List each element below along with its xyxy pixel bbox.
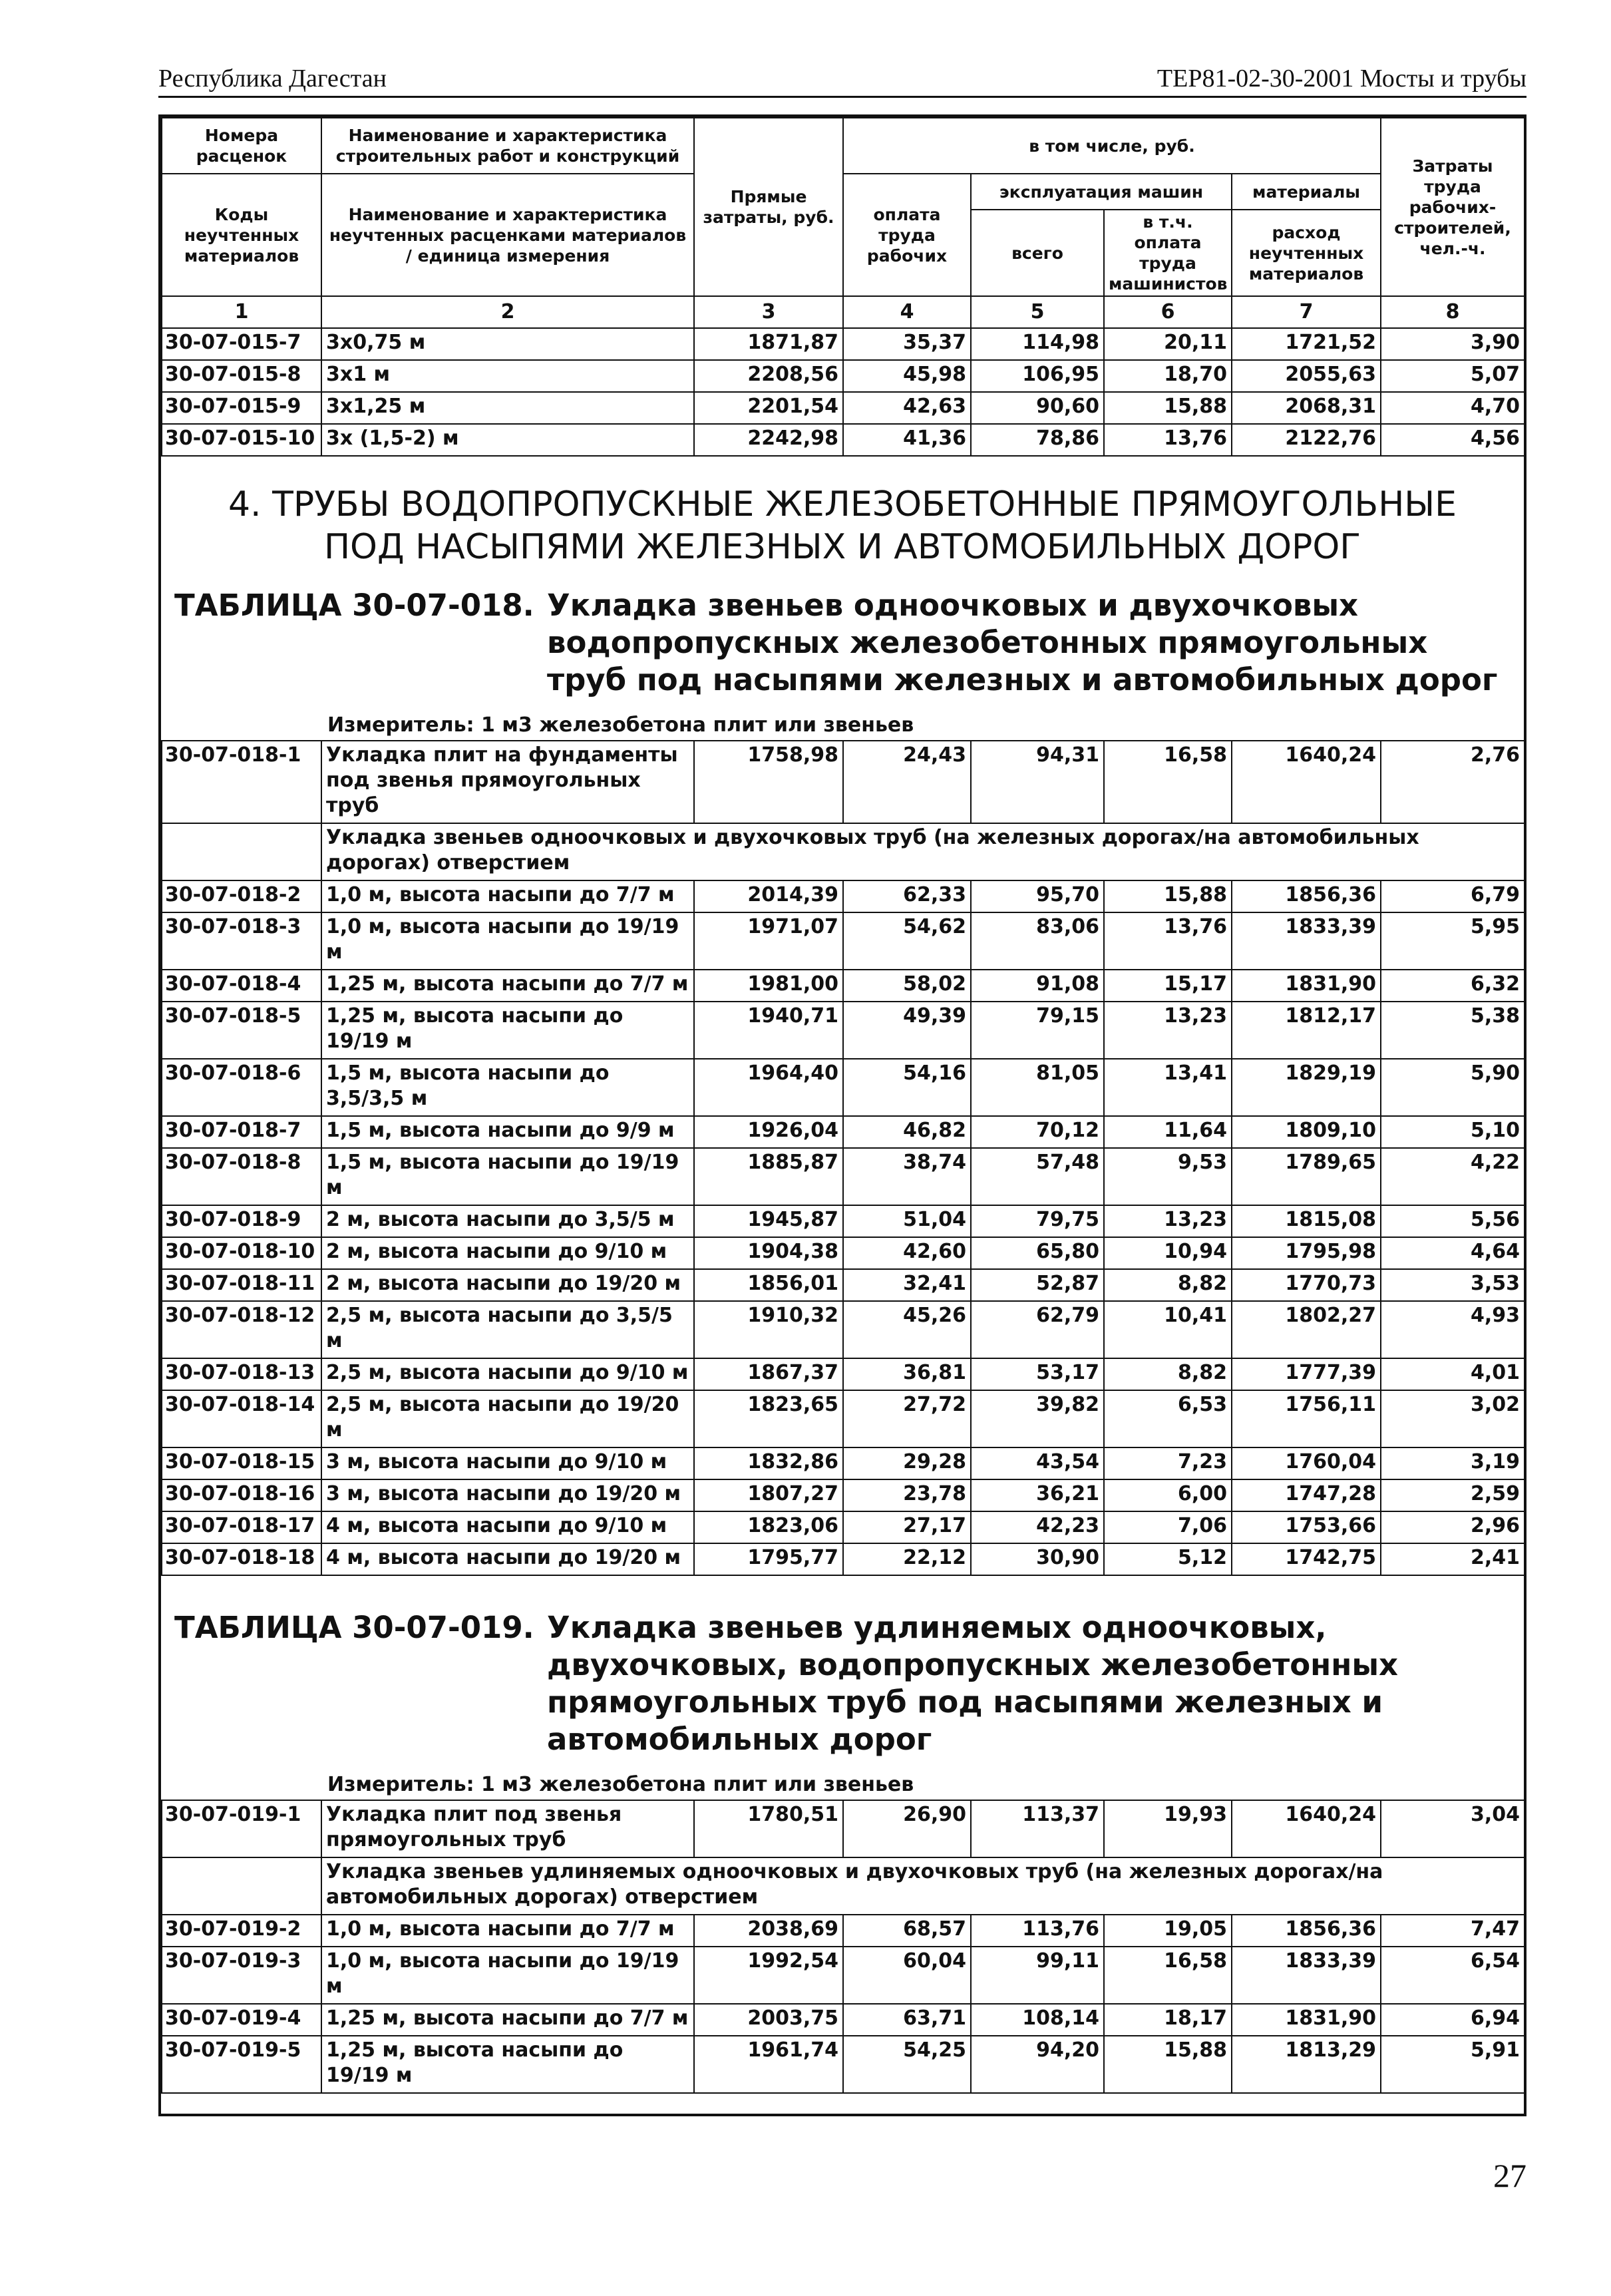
row-materials: 1802,27 [1232, 1301, 1381, 1358]
row-direct-cost: 1981,00 [694, 970, 843, 1002]
row-name: 2,5 м, высота насыпи до 9/10 м [321, 1358, 694, 1390]
row-direct-cost: 1926,04 [694, 1116, 843, 1148]
row-materials: 1833,39 [1232, 1947, 1381, 2004]
row-name: 3 м, высота насыпи до 19/20 м [321, 1479, 694, 1511]
row-machines: 113,76 [971, 1915, 1104, 1947]
row-direct-cost: 1871,87 [694, 328, 843, 360]
row-code: 30-07-015-8 [162, 360, 321, 392]
price-table-header [161, 117, 1525, 457]
row-materials: 1789,65 [1232, 1148, 1381, 1205]
row-worker-pay: 22,12 [843, 1543, 971, 1575]
row-materials: 1831,90 [1232, 970, 1381, 1002]
column-numbers-row [162, 296, 1524, 328]
row-direct-cost: 1795,77 [694, 1543, 843, 1575]
row-materials: 1747,28 [1232, 1479, 1381, 1511]
row-name: 1,0 м, высота насыпи до 7/7 м [321, 1915, 694, 1947]
row-direct-cost: 1807,27 [694, 1479, 843, 1511]
row-machines: 43,54 [971, 1447, 1104, 1479]
row-machinist-pay: 13,76 [1104, 424, 1232, 456]
column-number: 1 [162, 296, 321, 328]
row-worker-pay: 45,98 [843, 360, 971, 392]
row-machinist-pay: 8,82 [1104, 1358, 1232, 1390]
row-name: Укладка плит под звенья прямоугольных труб [321, 1800, 694, 1857]
table-018-title: Укладка звеньев одноочковых и двухочковых водопропускных железобетонных прямоугольных труб под насыпями железных и автомобильных дорог [547, 588, 1498, 697]
row-direct-cost: 1940,71 [694, 1002, 843, 1059]
row-materials: 1753,66 [1232, 1511, 1381, 1543]
row-worker-pay: 35,37 [843, 328, 971, 360]
row-machines: 81,05 [971, 1059, 1104, 1116]
row-labor-hours: 5,91 [1381, 2036, 1524, 2093]
row-materials: 1640,24 [1232, 741, 1381, 823]
row-worker-pay: 54,62 [843, 912, 971, 970]
row-materials: 1760,04 [1232, 1447, 1381, 1479]
row-code: 30-07-015-10 [162, 424, 321, 456]
row-machines: 95,70 [971, 880, 1104, 912]
row-labor-hours: 4,56 [1381, 424, 1524, 456]
row-materials: 1829,19 [1232, 1059, 1381, 1116]
row-labor-hours: 6,54 [1381, 1947, 1524, 2004]
row-labor-hours: 3,19 [1381, 1447, 1524, 1479]
row-worker-pay: 54,16 [843, 1059, 971, 1116]
header-labor-hours: Затраты труда рабочих-строителей, чел.-ч. [1381, 118, 1524, 296]
row-labor-hours: 5,90 [1381, 1059, 1524, 1116]
section-title [161, 457, 1524, 575]
row-machines: 70,12 [971, 1116, 1104, 1148]
group-row [162, 1857, 1524, 1915]
header-machines: эксплуатация машин [971, 174, 1232, 210]
row-labor-hours: 2,41 [1381, 1543, 1524, 1575]
row-labor-hours: 3,53 [1381, 1269, 1524, 1301]
row-name: 3х0,75 м [321, 328, 694, 360]
header-including: в том числе, руб. [843, 118, 1381, 174]
row-worker-pay: 29,28 [843, 1447, 971, 1479]
measure-label: Измеритель: [327, 713, 474, 737]
table-018-measure [161, 711, 1524, 740]
row-materials: 1770,73 [1232, 1269, 1381, 1301]
row-code: 30-07-018-1 [162, 741, 321, 823]
row-direct-cost: 1856,01 [694, 1269, 843, 1301]
header-unaccounted-materials: расход неучтенных материалов [1232, 210, 1381, 296]
row-code: 30-07-018-5 [162, 1002, 321, 1059]
table-row [162, 328, 1524, 360]
row-direct-cost: 1971,07 [694, 912, 843, 970]
row-code: 30-07-015-7 [162, 328, 321, 360]
header-row-1 [162, 118, 1524, 174]
row-direct-cost: 2242,98 [694, 424, 843, 456]
row-materials: 2055,63 [1232, 360, 1381, 392]
row-machines: 52,87 [971, 1269, 1104, 1301]
table-019-heading [161, 1609, 1524, 1758]
table-row [162, 1269, 1524, 1301]
row-machines: 83,06 [971, 912, 1104, 970]
row-labor-hours: 4,93 [1381, 1301, 1524, 1358]
row-name: 1,5 м, высота насыпи до 19/19 м [321, 1148, 694, 1205]
row-code: 30-07-015-9 [162, 392, 321, 424]
row-labor-hours: 4,64 [1381, 1237, 1524, 1269]
row-code: 30-07-018-18 [162, 1543, 321, 1575]
row-direct-cost: 1885,87 [694, 1148, 843, 1205]
table-row [162, 2036, 1524, 2093]
table-row [162, 1059, 1524, 1116]
row-worker-pay: 63,71 [843, 2004, 971, 2036]
header-material-name: Наименование и характеристика неучтенных расценками материалов / единица измерения [321, 174, 694, 296]
column-number: 3 [694, 296, 843, 328]
column-number: 2 [321, 296, 694, 328]
table-row [162, 392, 1524, 424]
row-name: 2,5 м, высота насыпи до 3,5/5 м [321, 1301, 694, 1358]
content-frame [158, 114, 1526, 2116]
row-machines: 39,82 [971, 1390, 1104, 1447]
table-018-group-title: Укладка звеньев одноочковых и двухочковых труб (на железных дорогах/на автомобильных дорогах) отверстием [321, 823, 1524, 880]
row-direct-cost: 2201,54 [694, 392, 843, 424]
table-row [162, 2004, 1524, 2036]
row-direct-cost: 1910,32 [694, 1301, 843, 1358]
measure-label: Измеритель: [327, 1773, 474, 1796]
row-name: 2 м, высота насыпи до 3,5/5 м [321, 1205, 694, 1237]
table-row [162, 1800, 1524, 1857]
row-name: 1,5 м, высота насыпи до 9/9 м [321, 1116, 694, 1148]
row-name: 1,0 м, высота насыпи до 19/19 м [321, 1947, 694, 2004]
section-title-line: 4. ТРУБЫ ВОДОПРОПУСКНЫЕ ЖЕЛЕЗОБЕТОННЫЕ ПРЯМОУГОЛЬНЫЕ [228, 484, 1457, 524]
table-row [162, 741, 1524, 823]
table-row [162, 1543, 1524, 1575]
row-name: 3х (1,5-2) м [321, 424, 694, 456]
row-materials: 1812,17 [1232, 1002, 1381, 1059]
table-019-measure [161, 1770, 1524, 1800]
row-name: 2 м, высота насыпи до 19/20 м [321, 1269, 694, 1301]
row-direct-cost: 1823,65 [694, 1390, 843, 1447]
row-direct-cost: 2208,56 [694, 360, 843, 392]
row-labor-hours: 2,76 [1381, 741, 1524, 823]
row-code: 30-07-018-16 [162, 1479, 321, 1511]
row-machinist-pay: 5,12 [1104, 1543, 1232, 1575]
row-machinist-pay: 15,88 [1104, 2036, 1232, 2093]
row-machines: 90,60 [971, 392, 1104, 424]
table-row [162, 1447, 1524, 1479]
row-machinist-pay: 16,58 [1104, 1947, 1232, 2004]
row-direct-cost: 1945,87 [694, 1205, 843, 1237]
row-name: 1,0 м, высота насыпи до 19/19 м [321, 912, 694, 970]
row-worker-pay: 42,60 [843, 1237, 971, 1269]
table-019-label: ТАБЛИЦА 30-07-019. [174, 1610, 534, 1645]
row-machinist-pay: 8,82 [1104, 1269, 1232, 1301]
table-row [162, 424, 1524, 456]
row-worker-pay: 26,90 [843, 1800, 971, 1857]
table-row [162, 1002, 1524, 1059]
column-number: 4 [843, 296, 971, 328]
row-code: 30-07-018-2 [162, 880, 321, 912]
row-code: 30-07-018-14 [162, 1390, 321, 1447]
row-machinist-pay: 19,05 [1104, 1915, 1232, 1947]
row-materials: 1831,90 [1232, 2004, 1381, 2036]
row-machines: 36,21 [971, 1479, 1104, 1511]
measure-unit: 1 м3 железобетона плит или звеньев [481, 713, 914, 737]
row-code: 30-07-019-4 [162, 2004, 321, 2036]
row-code: 30-07-019-1 [162, 1800, 321, 1857]
row-worker-pay: 45,26 [843, 1301, 971, 1358]
section-title-line: ПОД НАСЫПЯМИ ЖЕЛЕЗНЫХ И АВТОМОБИЛЬНЫХ ДОРОГ [323, 527, 1361, 567]
row-machinist-pay: 13,41 [1104, 1059, 1232, 1116]
header-work-name: Наименование и характеристика строительных работ и конструкций [321, 118, 694, 174]
row-name: 2 м, высота насыпи до 9/10 м [321, 1237, 694, 1269]
row-worker-pay: 68,57 [843, 1915, 971, 1947]
header-machinist-pay: в т.ч. оплата труда машинистов [1104, 210, 1232, 296]
row-code: 30-07-018-3 [162, 912, 321, 970]
column-number: 8 [1381, 296, 1524, 328]
group-row [162, 823, 1524, 880]
row-materials: 1809,10 [1232, 1116, 1381, 1148]
row-direct-cost: 1780,51 [694, 1800, 843, 1857]
row-materials: 1813,29 [1232, 2036, 1381, 2093]
row-materials: 1856,36 [1232, 880, 1381, 912]
row-direct-cost: 1961,74 [694, 2036, 843, 2093]
table-row [162, 1148, 1524, 1205]
row-worker-pay: 46,82 [843, 1116, 971, 1148]
table-row [162, 1947, 1524, 2004]
row-machinist-pay: 13,23 [1104, 1205, 1232, 1237]
row-direct-cost: 1904,38 [694, 1237, 843, 1269]
row-name: Укладка плит на фундаменты под звенья прямоугольных труб [321, 741, 694, 823]
header-materials: материалы [1232, 174, 1381, 210]
row-worker-pay: 27,72 [843, 1390, 971, 1447]
header-row-2 [162, 174, 1524, 210]
row-code: 30-07-019-2 [162, 1915, 321, 1947]
table-018-body [162, 880, 1524, 1575]
row-materials: 2122,76 [1232, 424, 1381, 456]
row-direct-cost: 2014,39 [694, 880, 843, 912]
row-name: 1,25 м, высота насыпи до 19/19 м [321, 1002, 694, 1059]
row-machinist-pay: 18,17 [1104, 2004, 1232, 2036]
row-machines: 79,75 [971, 1205, 1104, 1237]
row-materials: 1815,08 [1232, 1205, 1381, 1237]
row-materials: 1833,39 [1232, 912, 1381, 970]
table-018-heading [161, 587, 1524, 699]
table-015-body [162, 328, 1524, 456]
row-machinist-pay: 7,23 [1104, 1447, 1232, 1479]
row-machinist-pay: 9,53 [1104, 1148, 1232, 1205]
row-labor-hours: 2,59 [1381, 1479, 1524, 1511]
table-row [162, 1479, 1524, 1511]
row-code: 30-07-018-15 [162, 1447, 321, 1479]
row-worker-pay: 58,02 [843, 970, 971, 1002]
row-materials: 1756,11 [1232, 1390, 1381, 1447]
row-name: 1,25 м, высота насыпи до 19/19 м [321, 2036, 694, 2093]
table-row [162, 1205, 1524, 1237]
table-row [162, 880, 1524, 912]
row-name: 4 м, высота насыпи до 9/10 м [321, 1511, 694, 1543]
row-machinist-pay: 19,93 [1104, 1800, 1232, 1857]
row-labor-hours: 5,95 [1381, 912, 1524, 970]
row-labor-hours: 3,90 [1381, 328, 1524, 360]
row-machinist-pay: 15,88 [1104, 880, 1232, 912]
row-name: 4 м, высота насыпи до 19/20 м [321, 1543, 694, 1575]
row-code: 30-07-018-7 [162, 1116, 321, 1148]
header-worker-pay: оплата труда рабочих [843, 174, 971, 296]
row-machinist-pay: 11,64 [1104, 1116, 1232, 1148]
row-name: 3х1,25 м [321, 392, 694, 424]
row-name: 1,25 м, высота насыпи до 7/7 м [321, 2004, 694, 2036]
row-machinist-pay: 15,88 [1104, 392, 1232, 424]
row-machinist-pay: 18,70 [1104, 360, 1232, 392]
page-number: 27 [1493, 2157, 1526, 2194]
measure-unit: 1 м3 железобетона плит или звеньев [481, 1773, 914, 1796]
row-materials: 1856,36 [1232, 1915, 1381, 1947]
row-machinist-pay: 6,00 [1104, 1479, 1232, 1511]
row-code: 30-07-018-9 [162, 1205, 321, 1237]
row-labor-hours: 4,01 [1381, 1358, 1524, 1390]
table-row [162, 1301, 1524, 1358]
row-machines: 78,86 [971, 424, 1104, 456]
row-labor-hours: 7,47 [1381, 1915, 1524, 1947]
row-code: 30-07-018-10 [162, 1237, 321, 1269]
row-machines: 42,23 [971, 1511, 1104, 1543]
row-labor-hours: 5,56 [1381, 1205, 1524, 1237]
row-machines: 30,90 [971, 1543, 1104, 1575]
row-worker-pay: 27,17 [843, 1511, 971, 1543]
row-worker-pay: 23,78 [843, 1479, 971, 1511]
row-code: 30-07-018-12 [162, 1301, 321, 1358]
row-materials: 1795,98 [1232, 1237, 1381, 1269]
row-name: 3 м, высота насыпи до 9/10 м [321, 1447, 694, 1479]
row-machinist-pay: 13,23 [1104, 1002, 1232, 1059]
table-019-body [162, 1915, 1524, 2093]
header-region: Республика Дагестан [158, 65, 387, 93]
row-worker-pay: 51,04 [843, 1205, 971, 1237]
row-machines: 108,14 [971, 2004, 1104, 2036]
row-code: 30-07-018-17 [162, 1511, 321, 1543]
row-worker-pay: 41,36 [843, 424, 971, 456]
row-direct-cost: 1758,98 [694, 741, 843, 823]
table-row [162, 1390, 1524, 1447]
header-codes: Номера расценок [162, 118, 321, 174]
row-machinist-pay: 15,17 [1104, 970, 1232, 1002]
row-machines: 106,95 [971, 360, 1104, 392]
running-header [158, 64, 1526, 98]
row-machinist-pay: 10,94 [1104, 1237, 1232, 1269]
row-worker-pay: 38,74 [843, 1148, 971, 1205]
row-worker-pay: 60,04 [843, 1947, 971, 2004]
table-018 [161, 740, 1525, 1576]
row-code: 30-07-018-8 [162, 1148, 321, 1205]
column-number: 6 [1104, 296, 1232, 328]
row-machines: 53,17 [971, 1358, 1104, 1390]
row-name: 1,25 м, высота насыпи до 7/7 м [321, 970, 694, 1002]
row-direct-cost: 1867,37 [694, 1358, 843, 1390]
row-materials: 2068,31 [1232, 392, 1381, 424]
table-019 [161, 1800, 1525, 2094]
row-direct-cost: 2038,69 [694, 1915, 843, 1947]
row-machinist-pay: 10,41 [1104, 1301, 1232, 1358]
row-worker-pay: 32,41 [843, 1269, 971, 1301]
row-machinist-pay: 20,11 [1104, 328, 1232, 360]
row-machines: 114,98 [971, 328, 1104, 360]
row-labor-hours: 6,94 [1381, 2004, 1524, 2036]
group-empty-cell [162, 1857, 321, 1915]
row-code: 30-07-018-4 [162, 970, 321, 1002]
row-machines: 57,48 [971, 1148, 1104, 1205]
row-name: 1,5 м, высота насыпи до 3,5/3,5 м [321, 1059, 694, 1116]
row-direct-cost: 1832,86 [694, 1447, 843, 1479]
table-row [162, 360, 1524, 392]
row-labor-hours: 4,22 [1381, 1148, 1524, 1205]
row-code: 30-07-018-6 [162, 1059, 321, 1116]
table-row [162, 1915, 1524, 1947]
row-labor-hours: 3,04 [1381, 1800, 1524, 1857]
row-worker-pay: 36,81 [843, 1358, 971, 1390]
row-direct-cost: 1823,06 [694, 1511, 843, 1543]
table-018-label: ТАБЛИЦА 30-07-018. [174, 588, 534, 623]
row-labor-hours: 5,38 [1381, 1002, 1524, 1059]
table-row [162, 1358, 1524, 1390]
row-worker-pay: 54,25 [843, 2036, 971, 2093]
row-code: 30-07-018-13 [162, 1358, 321, 1390]
row-worker-pay: 42,63 [843, 392, 971, 424]
row-name: 3х1 м [321, 360, 694, 392]
table-row [162, 912, 1524, 970]
row-materials: 1721,52 [1232, 328, 1381, 360]
row-labor-hours: 4,70 [1381, 392, 1524, 424]
row-worker-pay: 62,33 [843, 880, 971, 912]
row-machines: 79,15 [971, 1002, 1104, 1059]
row-direct-cost: 1964,40 [694, 1059, 843, 1116]
row-machines: 99,11 [971, 1947, 1104, 2004]
table-019-group-title: Укладка звеньев удлиняемых одноочковых и двухочковых труб (на железных дорогах/на автомобильных дорогах) отверстием [321, 1857, 1524, 1915]
header-direct-costs: Прямые затраты, руб. [694, 118, 843, 296]
row-code: 30-07-019-3 [162, 1947, 321, 2004]
row-worker-pay: 24,43 [843, 741, 971, 823]
row-labor-hours: 3,02 [1381, 1390, 1524, 1447]
table-row [162, 970, 1524, 1002]
header-document-code: ТЕР81-02-30-2001 Мосты и трубы [1157, 65, 1526, 93]
row-materials: 1742,75 [1232, 1543, 1381, 1575]
row-machinist-pay: 13,76 [1104, 912, 1232, 970]
row-labor-hours: 6,32 [1381, 970, 1524, 1002]
column-number: 5 [971, 296, 1104, 328]
row-labor-hours: 5,07 [1381, 360, 1524, 392]
row-code: 30-07-019-5 [162, 2036, 321, 2093]
row-name: 1,0 м, высота насыпи до 7/7 м [321, 880, 694, 912]
table-row [162, 1116, 1524, 1148]
row-machinist-pay: 6,53 [1104, 1390, 1232, 1447]
group-empty-cell [162, 823, 321, 880]
row-code: 30-07-018-11 [162, 1269, 321, 1301]
row-materials: 1777,39 [1232, 1358, 1381, 1390]
row-machinist-pay: 16,58 [1104, 741, 1232, 823]
row-direct-cost: 2003,75 [694, 2004, 843, 2036]
row-labor-hours: 2,96 [1381, 1511, 1524, 1543]
table-row [162, 1237, 1524, 1269]
table-019-title: Укладка звеньев удлиняемых одноочковых, двухочковых, водопропускных железобетонных прямоугольных труб под насыпями железных и автомобильных дорог [547, 1610, 1399, 1757]
row-labor-hours: 5,10 [1381, 1116, 1524, 1148]
column-number: 7 [1232, 296, 1381, 328]
row-machines: 94,20 [971, 2036, 1104, 2093]
row-machines: 91,08 [971, 970, 1104, 1002]
row-machines: 113,37 [971, 1800, 1104, 1857]
row-labor-hours: 6,79 [1381, 880, 1524, 912]
row-machinist-pay: 7,06 [1104, 1511, 1232, 1543]
row-machines: 65,80 [971, 1237, 1104, 1269]
header-machines-total: всего [971, 210, 1104, 296]
row-worker-pay: 49,39 [843, 1002, 971, 1059]
row-materials: 1640,24 [1232, 1800, 1381, 1857]
row-machines: 62,79 [971, 1301, 1104, 1358]
row-name: 2,5 м, высота насыпи до 19/20 м [321, 1390, 694, 1447]
header-material-codes: Коды неучтенных материалов [162, 174, 321, 296]
row-direct-cost: 1992,54 [694, 1947, 843, 2004]
table-row [162, 1511, 1524, 1543]
row-machines: 94,31 [971, 741, 1104, 823]
